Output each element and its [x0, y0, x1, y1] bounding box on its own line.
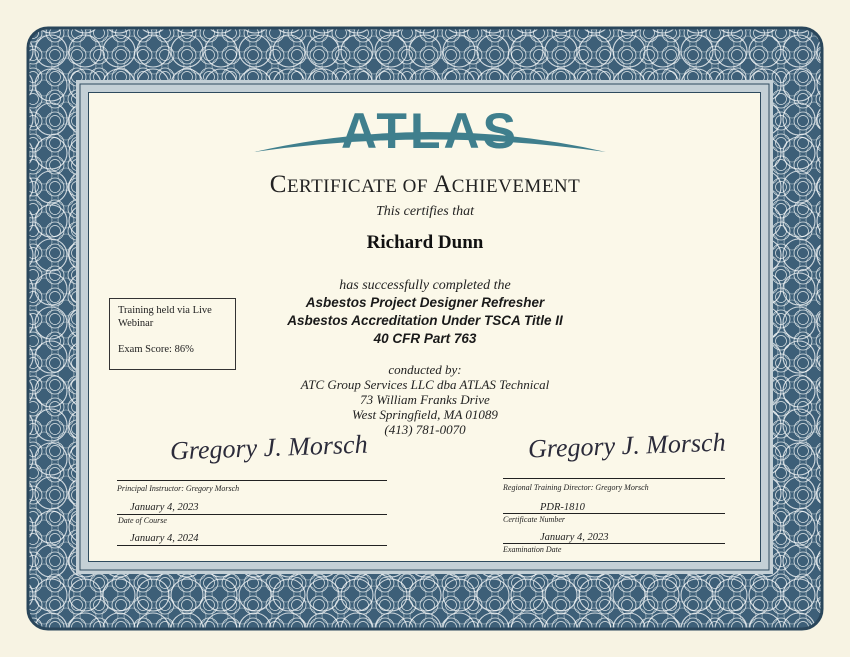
- org-phone: (413) 781-0070: [384, 422, 466, 437]
- certificate-number-label: Certificate Number: [503, 515, 565, 524]
- org-street: 73 William Franks Drive: [360, 392, 490, 407]
- course-title: Asbestos Project Designer Refresher: [305, 295, 545, 310]
- conducted-by: conducted by:: [388, 362, 462, 377]
- certificate-title: CERTIFICATE OF ACHIEVEMENT: [269, 171, 581, 198]
- right-signature-caption: Regional Training Director: Gregory Morsch: [503, 483, 649, 492]
- exam-date-line: [503, 543, 725, 544]
- exam-date: January 4, 2023: [540, 532, 609, 543]
- course-date-line: [117, 514, 387, 515]
- course-regulation: 40 CFR Part 763: [373, 331, 477, 346]
- right-signature: Gregory J. Morsch: [527, 427, 727, 464]
- logo-wordmark: ATLAS: [341, 103, 519, 159]
- recipient-name: Richard Dunn: [366, 232, 484, 253]
- atlas-logo: [250, 100, 610, 162]
- certifies-text: This certifies that: [376, 204, 474, 219]
- expiration-date-line: [117, 545, 387, 546]
- training-line-2: Webinar: [118, 318, 154, 329]
- expiration-date: January 4, 2024: [130, 533, 199, 544]
- training-line-1: Training held via Live: [118, 305, 212, 316]
- left-signature-caption: Principal Instructor: Gregory Morsch: [117, 484, 240, 493]
- completed-text: has successfully completed the: [339, 278, 511, 293]
- training-info-box: [109, 298, 236, 370]
- org-city: West Springfield, MA 01089: [352, 407, 498, 422]
- left-signature-line: [117, 480, 387, 481]
- right-signature-line: [503, 478, 725, 479]
- certificate-number-line: [503, 513, 725, 514]
- left-signature: Gregory J. Morsch: [169, 429, 369, 466]
- certificate-number: PDR-1810: [540, 502, 585, 513]
- exam-score: Exam Score: 86%: [118, 344, 194, 355]
- course-accreditation: Asbestos Accreditation Under TSCA Title II: [287, 313, 563, 328]
- course-date: January 4, 2023: [130, 502, 199, 513]
- org-name: ATC Group Services LLC dba ATLAS Technical: [300, 377, 550, 392]
- course-date-label: Date of Course: [118, 516, 167, 525]
- exam-date-label: Examination Date: [503, 545, 562, 554]
